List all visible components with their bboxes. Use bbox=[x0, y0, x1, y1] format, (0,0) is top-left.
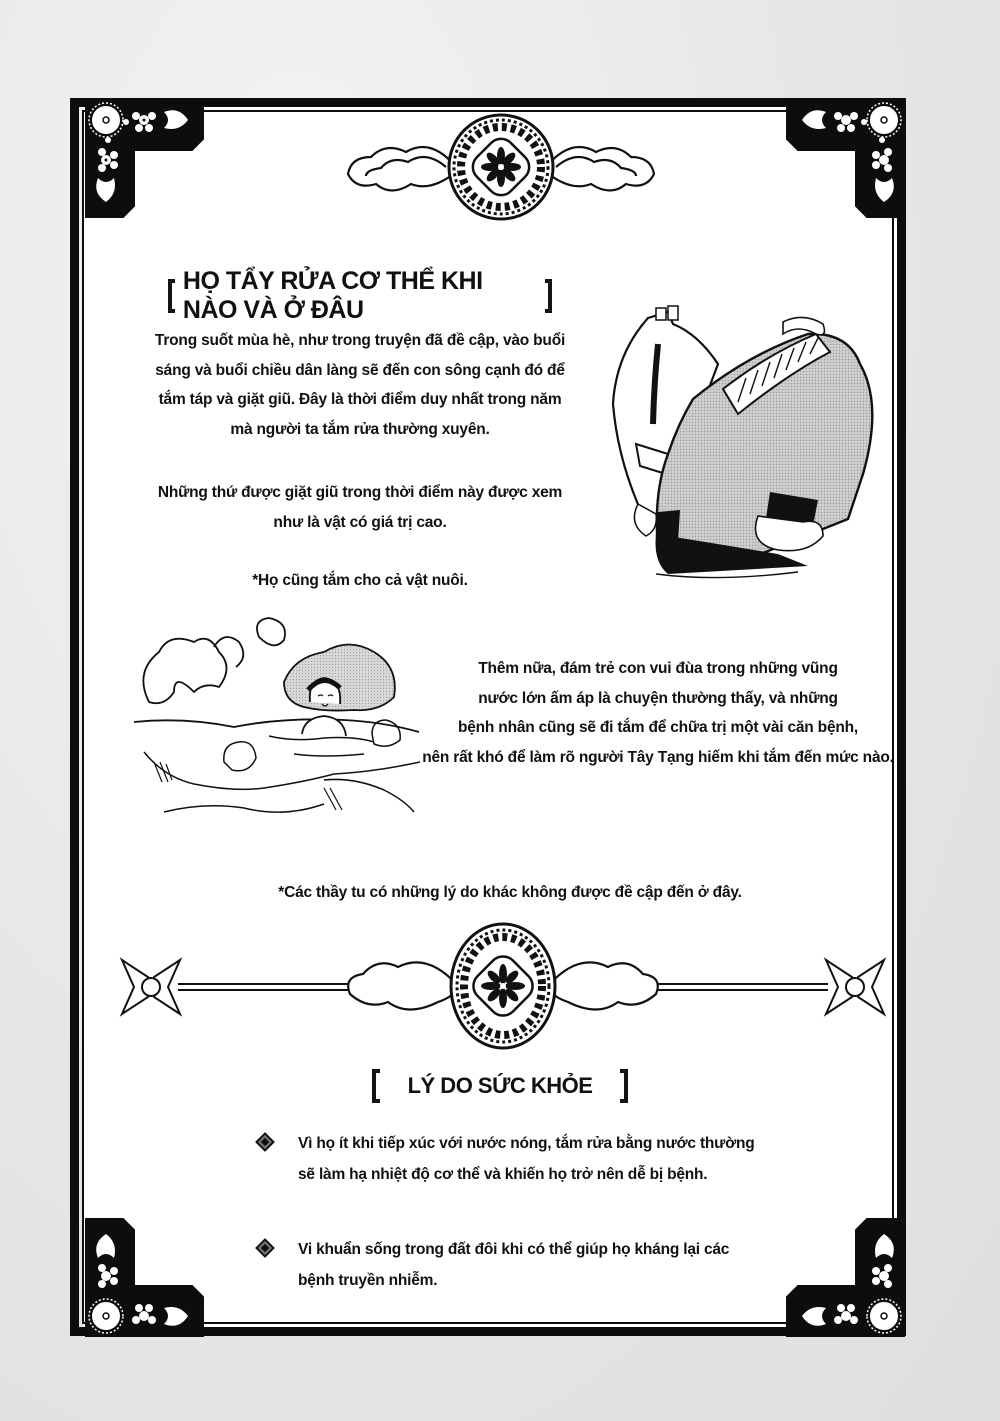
medallion-divider-ornament-icon bbox=[118, 922, 888, 1050]
text-line: Những thứ được giặt giũ trong thời điểm này được xem bbox=[157, 484, 563, 501]
list-item bbox=[252, 1234, 772, 1296]
bracket-left-icon bbox=[372, 1069, 380, 1103]
bracket-right-icon bbox=[545, 279, 552, 313]
corner-ornament-bottom-right-icon bbox=[786, 1218, 906, 1338]
text-line: nước lớn ấm áp là chuyện thường thấy, và những bbox=[478, 689, 838, 707]
bracket-left-icon bbox=[168, 279, 175, 313]
paragraph-summer-bathing bbox=[150, 326, 570, 444]
corner-ornament-top-right-icon bbox=[786, 98, 906, 218]
note-monks bbox=[270, 878, 750, 908]
diamond-bullet-icon bbox=[255, 1132, 275, 1152]
tibetan-robe-illustration bbox=[598, 304, 890, 590]
text-line: tắm táp và giặt giũ. Đây là thời điểm duy nhất trong năm bbox=[158, 391, 562, 408]
corner-ornament-top-left-icon bbox=[84, 98, 204, 218]
section-heading-text: HỌ TẨY RỬA CƠ THỂ KHI NÀO VÀ Ở ĐÂU bbox=[182, 267, 483, 324]
text-line: mà người ta tắm rửa thường xuyên. bbox=[230, 420, 490, 438]
text-line: Trong suốt mùa hè, như trong truyện đã đề cập, vào buổi bbox=[154, 332, 566, 349]
text-line: *Họ cũng tắm cho cả vật nuôi. bbox=[252, 572, 468, 589]
list-item-text bbox=[298, 1128, 755, 1190]
text-line: bệnh nhân cũng sẽ đi tắm để chữa trị một vài căn bệnh, bbox=[457, 719, 859, 736]
list-item bbox=[252, 1128, 772, 1190]
text-line: *Các thầy tu có những lý do khác không được đề cập đến ở đây. bbox=[278, 884, 742, 901]
hot-spring-bath-illustration bbox=[124, 612, 420, 838]
text-line: như là vật có giá trị cao. bbox=[273, 513, 447, 531]
corner-ornament-bottom-left-icon bbox=[84, 1218, 204, 1338]
paragraph-washed-items bbox=[150, 478, 570, 537]
diamond-bullet-icon bbox=[255, 1238, 275, 1258]
text-line: nên rất khó để làm rõ người Tây Tạng hiếm khi tắm đến mức nào. bbox=[422, 748, 894, 766]
section-heading-text: LÝ DO SỨC KHỎE bbox=[407, 1073, 593, 1098]
health-reasons-list bbox=[252, 1128, 772, 1340]
medallion-ornament-top-icon bbox=[336, 112, 666, 222]
text-line: bệnh truyền nhiễm. bbox=[298, 1272, 438, 1289]
bracket-right-icon bbox=[620, 1069, 628, 1103]
text-line: sẽ làm hạ nhiệt độ cơ thể và khiến họ trở nên dễ bị bệnh. bbox=[298, 1166, 708, 1183]
text-line: Vi khuẩn sống trong đất đôi khi có thể giúp họ kháng lại các bbox=[298, 1241, 730, 1258]
section-heading-health-reasons bbox=[372, 1064, 628, 1108]
paragraph-children-and-patients bbox=[400, 654, 916, 772]
section-heading-when-where bbox=[160, 267, 560, 324]
text-line: sáng và buổi chiều dân làng sẽ đến con sông cạnh đó để bbox=[155, 361, 565, 379]
text-line: Thêm nữa, đám trẻ con vui đùa trong những vũng bbox=[478, 660, 838, 677]
text-line: Vì họ ít khi tiếp xúc với nước nóng, tắm rửa bằng nước thường bbox=[298, 1135, 755, 1152]
note-livestock bbox=[150, 566, 570, 596]
list-item-text bbox=[298, 1234, 729, 1296]
